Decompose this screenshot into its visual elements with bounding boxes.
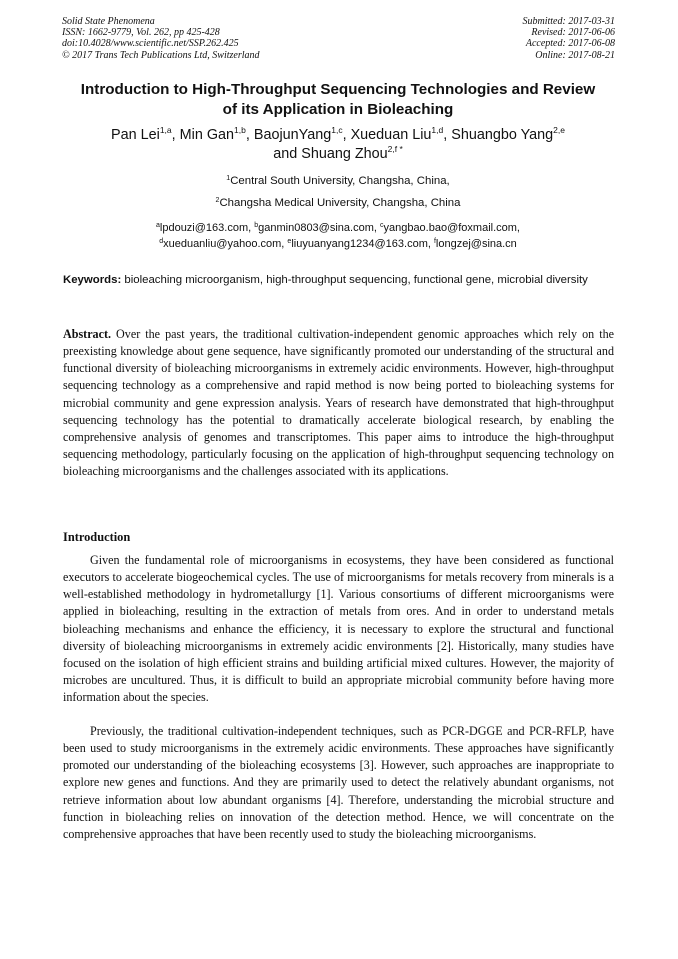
keywords-label: Keywords: [63, 274, 122, 286]
paper-title [60, 80, 616, 120]
email-list [60, 220, 616, 252]
journal-doi: doi:10.4028/www.scientific.net/SSP.262.425 [62, 38, 239, 50]
submission-dates [523, 16, 616, 61]
journal-name: Solid State Phenomena [62, 16, 155, 27]
affiliation-text: Changsha Medical University, Changsha, China [219, 197, 461, 209]
affiliation-text: Central South University, Changsha, China, [230, 175, 450, 187]
email-address[interactable]: ganmin0803@sina.com, [258, 222, 380, 234]
affiliation-mark: 1 [226, 175, 231, 182]
author-name: Min Gan [179, 127, 235, 143]
email-line-2 [60, 236, 616, 252]
author-separator: , [443, 127, 452, 143]
email-address[interactable]: yangbao.bao@foxmail.com, [383, 222, 520, 234]
date-revised: Revised: 2017-06-06 [531, 27, 615, 39]
author-name: BaojunYang [253, 127, 332, 143]
email-address[interactable]: longzej@sina.cn [435, 238, 517, 250]
email-mark: f [433, 238, 436, 245]
date-online: Online: 2017-08-21 [535, 49, 615, 61]
title-line-2: of its Application in Bioleaching [222, 101, 454, 118]
journal-copyright: © 2017 Trans Tech Publications Ltd, Switzerland [62, 49, 260, 61]
author-line-2 [60, 145, 616, 164]
author-affiliation-mark: 1,d [431, 125, 444, 135]
journal-info [62, 16, 260, 61]
journal-issn: ISSN: 1662-9779, Vol. 262, pp 425-428 [62, 27, 220, 39]
email-mark: b [254, 222, 259, 229]
email-address[interactable]: liuyuanyang1234@163.com, [291, 238, 434, 250]
email-mark: e [287, 238, 292, 245]
introduction-paragraph-2: Previously, the traditional cultivation-independent techniques, such as PCR-DGGE and PCR-RFLP, have been used to study microorganisms in the extremely acidic environments. These approaches have significantly promoted our understanding of the bioleaching ecosystems [3]. However, such approaches are inappropriate to explore new genes and functions. And they are primarily used to detect the relatively abundant organisms, not retrieve information about low abundant organisms [4]. Therefore, understanding the microbial structure and function in bioleaching relies on innovation of the detection method. Hence, we will concentrate on the comprehensive approaches that have been recently used to study the bioleaching microorganisms. [63, 724, 614, 841]
author-name: Xueduan Liu [350, 127, 432, 143]
author-separator: , [171, 127, 180, 143]
affiliation-mark: 2 [215, 197, 220, 204]
email-mark: a [155, 222, 160, 229]
title-line-1: Introduction to High-Throughput Sequencing Technologies and Review [80, 81, 596, 98]
author-affiliation-mark: 2,e [553, 125, 565, 135]
author-affiliation-mark: 2,f * [387, 144, 403, 154]
affiliation-2 [60, 196, 616, 210]
email-address[interactable]: lpdouzi@163.com, [159, 222, 255, 234]
author-line-1 [60, 126, 616, 145]
keywords [63, 272, 614, 289]
introduction-paragraph-1: Given the fundamental role of microorganisms in ecosystems, they have been considered as functional executors to accelerate biogeochemical cycles. The use of microorganisms for metals recovery from minerals is a well-established methodology in hydrometallurgy [1]. Various consortiums of different microorganisms were applied in bioleaching, resulting in the extraction of metals from ores. And in order to understand metals bioleaching mechanisms and enhance the efficiency, it is necessary to explore the structural and functional diversity of bioleaching microorganisms in extremely acidic environments [2]. Historically, many studies have focused on the isolation of high efficient strains and building artificial mixed cultures. However, the majority of microbes are uncultured. Thus, it is difficult to build an appropriate microbial community before having more information about the species. [63, 553, 614, 705]
email-mark: d [159, 238, 164, 245]
email-line-1 [60, 220, 616, 236]
email-address[interactable]: xueduanliu@yahoo.com, [163, 238, 288, 250]
author-list [60, 126, 616, 164]
date-submitted: Submitted: 2017-03-31 [522, 16, 615, 27]
section-heading-introduction: Introduction [63, 530, 131, 544]
author-name: and Shuang Zhou [273, 146, 388, 162]
author-separator: , [245, 127, 254, 143]
abstract-label: Abstract. [63, 327, 112, 341]
keywords-text: bioleaching microorganism, high-throughput sequencing, functional gene, microbial diversity [121, 274, 588, 286]
author-separator: , [342, 127, 351, 143]
affiliation-1 [60, 174, 616, 188]
author-affiliation-mark: 1,a [159, 125, 172, 135]
author-affiliation-mark: 1,b [234, 125, 246, 135]
email-mark: c [379, 222, 384, 229]
abstract-text: Over the past years, the traditional cultivation-independent genomic approaches which rely on the preexisting knowledge about gene sequence, have significantly promoted our understanding of the structural and functional diversity of bioleaching microorganisms in extremely acidic environments. However, high-throughput sequencing technology as a comprehensive and rapid method is now being ported to bioleaching systems for microbial community and gene expression analysis. Years of research have demonstrated that high-throughput sequencing technology has the potential to dramatically accelerate biological research, by enabling the comprehensive analysis of genomes and transcriptomes. This paper aims to introduce the high-throughput sequencing methodology, particularly focusing on the application of high-throughput sequencing technology on bioleaching microorganisms and the challenges associated with its applications. [63, 327, 614, 479]
author-affiliation-mark: 1,c [331, 125, 343, 135]
author-name: Shuangbo Yang [451, 127, 554, 143]
abstract [63, 326, 614, 480]
author-name: Pan Lei [111, 127, 160, 143]
date-accepted: Accepted: 2017-06-08 [525, 38, 615, 50]
